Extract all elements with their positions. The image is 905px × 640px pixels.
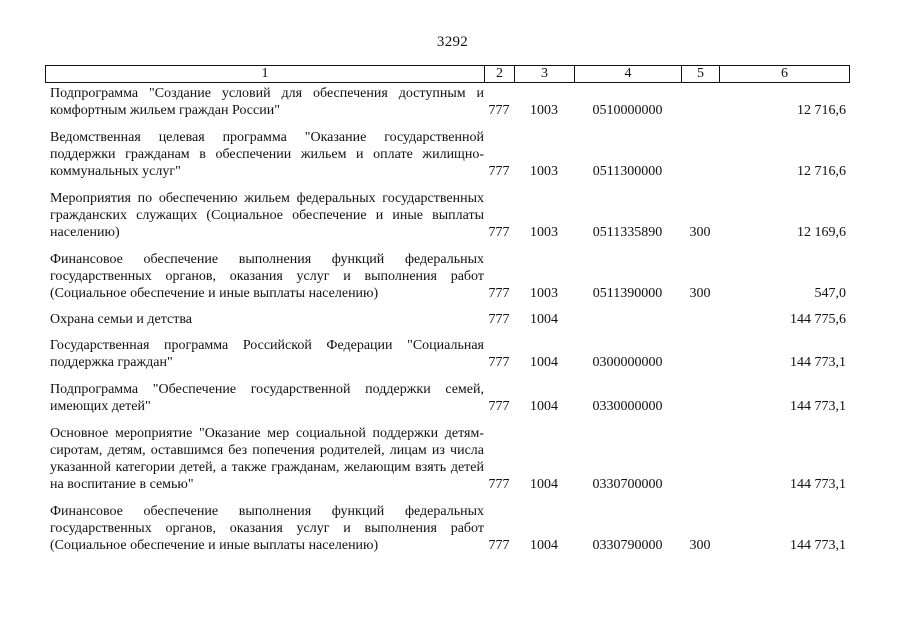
row-code-col4: 0510000000 [592, 103, 663, 118]
column-header-row [45, 65, 850, 83]
table-row [45, 425, 849, 493]
row-description: Охрана семьи и детства [50, 312, 192, 327]
column-header-2: 2 [485, 66, 515, 83]
row-code-col2: 777 [488, 355, 510, 370]
table-row [45, 311, 849, 328]
row-code-col4: 0330000000 [592, 399, 663, 414]
row-amount: 144 773,1 [790, 399, 846, 414]
row-code-col2: 777 [488, 399, 510, 414]
row-description: Государственная программа Российской Федерации "Социальная поддержка граждан" [50, 338, 484, 370]
row-code-col2: 777 [488, 538, 510, 553]
row-code-col3: 1004 [530, 538, 558, 553]
row-code-col2: 777 [488, 164, 510, 179]
column-header-6: 6 [720, 66, 850, 83]
row-code-col2: 777 [488, 312, 510, 327]
row-amount: 144 773,1 [790, 355, 846, 370]
row-description: Основное мероприятие "Оказание мер социальной поддержки детям-сиротам, детям, оставшимся без попечения родителей, лицам из числа указанной категории детей, а также гражданам, желающим взять детей на воспитание в семью" [50, 426, 484, 492]
row-code-col4: 0511335890 [592, 225, 663, 240]
row-code-col4: 0511300000 [592, 164, 663, 179]
row-description: Мероприятия по обеспечению жильем федеральных государственных гражданских служащих (Социальное обеспечение и иные выплаты населению) [50, 191, 484, 240]
table-row [45, 381, 849, 415]
row-code-col4: 0330790000 [592, 538, 663, 553]
row-description: Подпрограмма "Обеспечение государственной поддержки семей, имеющих детей" [50, 382, 484, 414]
row-amount: 12 716,6 [797, 103, 846, 118]
row-description: Финансовое обеспечение выполнения функций федеральных государственных органов, оказания услуг и выполнения работ (Социальное обеспечение и иные выплаты населению) [50, 504, 484, 553]
row-description: Финансовое обеспечение выполнения функций федеральных государственных органов, оказания услуг и выполнения работ (Социальное обеспечение и иные выплаты населению) [50, 252, 484, 301]
row-amount: 12 716,6 [797, 164, 846, 179]
row-code-col5: 300 [689, 538, 711, 553]
row-code-col3: 1004 [530, 312, 558, 327]
row-code-col5: 300 [689, 225, 711, 240]
column-header-4: 4 [575, 66, 682, 83]
row-code-col3: 1003 [530, 103, 558, 118]
row-code-col5: 300 [689, 286, 711, 301]
table-row [45, 85, 849, 119]
table-row [45, 190, 849, 241]
row-code-col2: 777 [488, 477, 510, 492]
table-row [45, 337, 849, 371]
column-header-5: 5 [682, 66, 720, 83]
page-number: 3292 [436, 34, 469, 50]
column-header-3: 3 [515, 66, 575, 83]
row-description: Ведомственная целевая программа "Оказание государственной поддержки гражданам в обеспечении жильем и оплате жилищно-коммунальных услуг" [50, 130, 484, 179]
row-code-col3: 1004 [530, 477, 558, 492]
table-row [45, 129, 849, 180]
row-description: Подпрограмма "Создание условий для обеспечения доступным и комфортным жильем граждан России" [50, 86, 484, 118]
row-code-col4: 0300000000 [592, 355, 663, 370]
row-code-col2: 777 [488, 103, 510, 118]
row-code-col3: 1004 [530, 355, 558, 370]
row-code-col4: 0511390000 [592, 286, 663, 301]
row-code-col3: 1003 [530, 225, 558, 240]
row-amount: 144 775,6 [790, 312, 846, 327]
budget-table-body [45, 83, 849, 554]
column-header-1: 1 [46, 66, 485, 83]
row-amount: 547,0 [814, 286, 846, 301]
row-amount: 144 773,1 [790, 538, 846, 553]
row-amount: 144 773,1 [790, 477, 846, 492]
table-row [45, 503, 849, 554]
row-amount: 12 169,6 [797, 225, 846, 240]
row-code-col2: 777 [488, 225, 510, 240]
row-code-col4: 0330700000 [592, 477, 663, 492]
row-code-col3: 1003 [530, 286, 558, 301]
row-code-col3: 1003 [530, 164, 558, 179]
row-code-col3: 1004 [530, 399, 558, 414]
row-code-col2: 777 [488, 286, 510, 301]
table-row [45, 251, 849, 302]
